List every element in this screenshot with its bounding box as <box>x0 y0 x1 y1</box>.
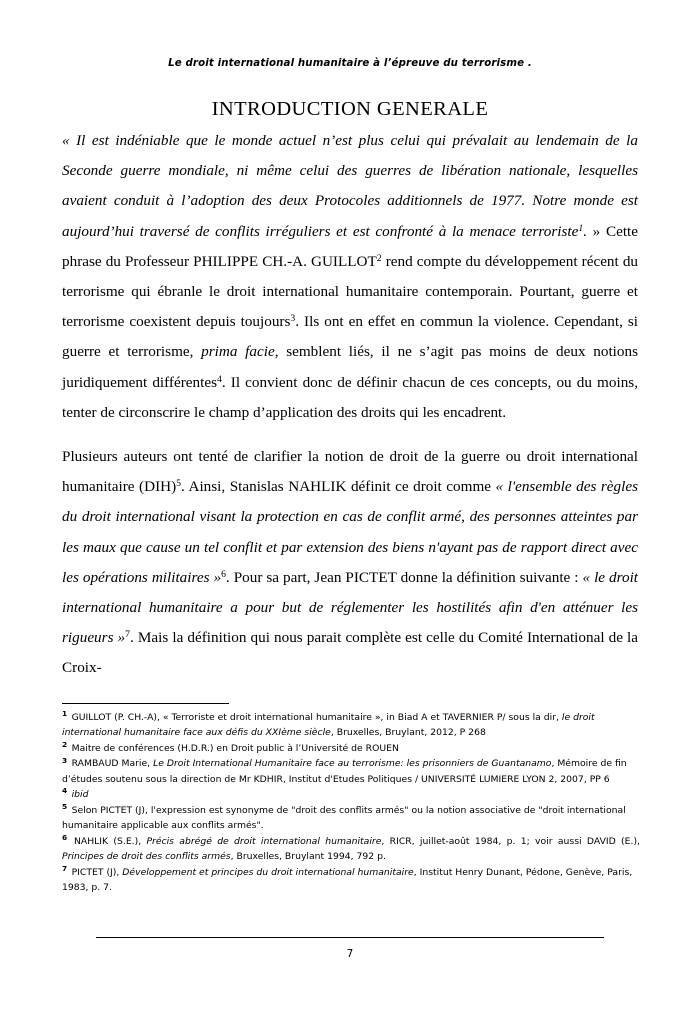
text-run: . Ainsi, Stanislas NAHLIK définit ce droit comme <box>181 478 496 496</box>
footnote-reference: 7 <box>125 629 131 641</box>
emphasis-text: prima facie <box>201 343 275 361</box>
text-run: , Bruxelles, Bruylant, 2012, P 268 <box>330 727 486 739</box>
page-number: 7 <box>346 948 354 960</box>
text-run: RAMBAUD Marie, <box>68 758 154 770</box>
footnote-number: 6 <box>62 832 68 842</box>
text-run: . Ils ont en effet en commun la violence. Cependant, si guerre et terrorisme, <box>62 313 639 361</box>
emphasis-text: Précis abrégé de droit international humanitaire <box>146 835 382 847</box>
text-run: GUILLOT (P. CH.-A), « Terroriste et droit international humanitaire », in Biad A et TAVERNIER P/ sous la dir, <box>68 712 562 723</box>
text-run: , Institut Henry Dunant, Pédone, Genève, Paris, 1983, p. 7. <box>62 866 633 893</box>
emphasis-text: . <box>583 222 587 240</box>
footnote-item <box>62 741 640 756</box>
footnote-reference: 1 <box>578 222 584 234</box>
footnote-reference: 5 <box>176 478 182 490</box>
running-header: Le droit international humanitaire à l’épreuve du terrorisme . <box>168 58 532 69</box>
emphasis-text: « le droit international humanitaire a pour but de réglementer les hostilités afin d'en atténuer les rigueurs » <box>62 568 639 647</box>
footnote-number: 7 <box>62 863 68 873</box>
footnotes-section <box>62 710 640 895</box>
emphasis-text: ibid <box>68 789 89 801</box>
footnote-separator-rule <box>62 703 229 704</box>
text-run: . Mais la définition qui nous parait complète est celle du Comité International de la Croix- <box>62 629 638 677</box>
page-title: INTRODUCTION GENERALE <box>211 97 489 120</box>
footnote-number: 3 <box>62 755 68 765</box>
emphasis-text: « Il est indéniable que le monde actuel n’est plus celui qui prévalait au lendemain de la Seconde guerre mondiale, ni même celui des guerres de libération nationale, lesquelles avaient conduit à l’adoption des deux Protocoles additionnels de 1977. Notre monde est aujourd’hui traversé de conflits irréguliers et est confronté à la menace terroriste <box>62 132 638 240</box>
footnote-item <box>62 834 640 865</box>
emphasis-text: Principes de droit des conflits armés <box>62 851 231 863</box>
text-run: Plusieurs auteurs ont tenté de clarifier la notion de droit de la guerre ou droit international humanitaire (DIH) <box>62 448 638 496</box>
footnote-reference: 3 <box>290 313 296 325</box>
footnote-item <box>62 787 640 802</box>
footnote-item <box>62 710 640 741</box>
text-run: PICTET (J), <box>68 866 123 878</box>
text-run: Maitre de conférences (H.D.R.) en Droit public à l’Université de ROUEN <box>68 742 399 754</box>
footnote-reference: 4 <box>216 373 222 385</box>
footnote-number: 2 <box>62 740 68 750</box>
footnote-item <box>62 756 640 787</box>
emphasis-text: Développement et principes du droit international humanitaire <box>122 866 414 878</box>
footnote-item <box>62 803 640 834</box>
text-run: rend compte du développement récent du terrorisme qui ébranle le droit international humanitaire contemporain. Pourtant, guerre et terrorisme coexistent depuis toujours <box>62 252 639 331</box>
text-run: , Mémoire de fin d’études soutenu sous la direction de Mr KDHIR, Institut d'Etudes Politiques / UNIVERSITÉ LUMIERE LYON 2, 2007, PP 6 <box>62 758 627 785</box>
body-text-column <box>62 126 638 684</box>
emphasis-text: Le Droit International Humanitaire face au terrorisme: les prisonniers de Guantanamo <box>153 758 552 770</box>
paragraph <box>62 126 638 428</box>
footer-rule <box>96 937 604 938</box>
text-run: , RICR, juillet-août 1984, p. 1; voir aussi DAVID (E.), <box>381 835 640 847</box>
footnote-reference: 2 <box>376 252 382 264</box>
footnote-number: 5 <box>62 801 68 811</box>
text-run: NAHLIK (S.E.), <box>68 835 147 847</box>
footnote-item <box>62 865 640 896</box>
paragraph <box>62 442 638 684</box>
text-run: . Pour sa part, Jean PICTET donne la définition suivante : <box>225 568 583 586</box>
emphasis-text: le droit international humanitaire face aux défis du XXIème siècle <box>62 712 595 739</box>
text-run: » Cette phrase du Professeur PHILIPPE CH.-A. GUILLOT <box>62 222 639 270</box>
text-run: , semblent liés, il ne s’agit pas moins de deux notions juridiquement différentes <box>62 343 638 391</box>
text-run: Selon PICTET (J), l'expression est synonyme de "droit des conflits armés" ou la notion associative de "droit international humanitaire applicable aux conflits armés". <box>62 804 626 832</box>
footnote-reference: 6 <box>221 568 226 580</box>
emphasis-text: « l'ensemble des règles du droit international visant la protection en cas de conflit armé, des personnes atteintes par les maux que cause un tel conflit et par extension des biens n'ayant pas de rapport direct avec les opérations militaires » <box>62 478 638 586</box>
text-run: , Bruxelles, Bruylant 1994, 792 p. <box>230 851 386 863</box>
footnote-number: 1 <box>62 709 68 719</box>
footnote-number: 4 <box>62 786 68 796</box>
text-run: . Il convient donc de définir chacun de ces concepts, ou du moins, tenter de circonscrire le champ d’application des droits qui les encadrent. <box>62 373 638 421</box>
